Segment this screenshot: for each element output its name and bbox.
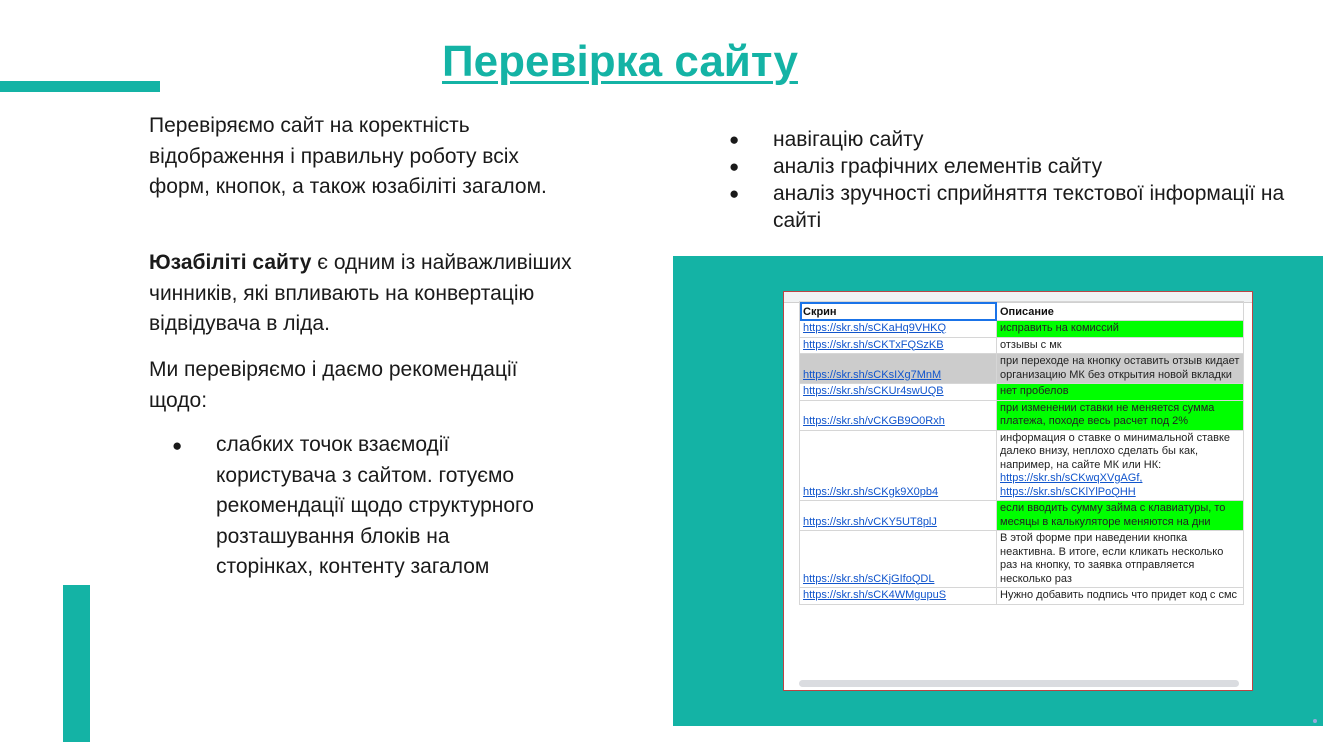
description-text: Нужно добавить подпись что придет код с смс — [1000, 589, 1238, 601]
screen-link-cell[interactable]: https://skr.sh/vCKY5UT8plJ — [800, 501, 997, 531]
description-text: информация о ставке о минимальной ставке далеко внизу, неплохо сделать бы как, например, на сайте МК или НК: — [1000, 431, 1231, 471]
recommend-paragraph: Ми перевіряємо і даємо рекомендації щодо: — [149, 358, 518, 412]
table-row — [800, 430, 1244, 501]
page-title: Перевірка сайту — [442, 37, 798, 86]
list-item — [729, 180, 1299, 234]
bullet-text: слабких точок взаємодії користувача з сайтом. готуємо рекомендації щодо структурного розташування блоків на сторінках, контенту загалом — [216, 433, 534, 578]
left-bullet-list — [172, 430, 552, 583]
description-cell[interactable] — [997, 354, 1244, 384]
screen-link-cell[interactable]: https://skr.sh/vCKGB9O0Rxh — [800, 400, 997, 430]
header-cell-screen[interactable]: Скрин — [800, 302, 997, 321]
bullet-icon: ● — [729, 130, 740, 149]
bullet-icon: ● — [172, 436, 183, 455]
intro-paragraph: Перевіряємо сайт на коректність відображення і правильну роботу всіх форм, кнопок, а також юзабіліті загалом. — [149, 114, 547, 198]
description-cell[interactable] — [997, 430, 1244, 501]
description-cell[interactable] — [997, 588, 1244, 605]
bullet-text: аналіз зручності сприйняття текстової інформації на сайті — [773, 182, 1285, 232]
usability-term: Юзабіліті сайту — [149, 251, 312, 274]
table-row — [800, 354, 1244, 384]
bullet-text: навігацію сайту — [773, 128, 924, 151]
bullet-text: аналіз графічних елементів сайту — [773, 155, 1103, 178]
table-row — [800, 400, 1244, 430]
description-cell[interactable] — [997, 337, 1244, 354]
description-text: отзывы с мк — [1000, 338, 1062, 351]
description-cell[interactable] — [997, 384, 1244, 401]
list-item — [729, 153, 1299, 180]
table-row — [800, 531, 1244, 588]
description-text: если вводить сумму займа с клавиатуры, то месяцы в калькуляторе меняются на дни — [1000, 502, 1226, 528]
spreadsheet-screenshot — [783, 291, 1253, 691]
table-row — [800, 337, 1244, 354]
table-row — [800, 588, 1244, 605]
description-text: исправить на комиссий — [1000, 322, 1119, 334]
description-cell[interactable] — [997, 501, 1244, 531]
usability-text: є одним із найважливіших чинників, які впливають на конвертацію відвідувача в ліда. — [149, 251, 572, 335]
screen-link-cell[interactable]: https://skr.sh/sCKsIXg7MnM — [800, 354, 997, 384]
corner-dot — [1313, 719, 1317, 723]
screen-link-cell[interactable]: https://skr.sh/sCKgk9X0pb4 — [800, 430, 997, 501]
header-row — [800, 302, 1244, 321]
description-text: В этой форме при наведении кнопка неактивна. В итоге, если кликать несколько раз на кнопку, то заявка отправляется несколько раз — [1000, 532, 1224, 585]
list-item — [172, 430, 552, 583]
list-item — [729, 126, 1299, 153]
screen-link-cell[interactable]: https://skr.sh/sCK4WMgupuS — [800, 588, 997, 605]
description-text: при переходе на кнопку оставить отзыв кидает организацию МК без открытия новой вкладки — [1000, 355, 1240, 381]
accent-bar-left — [63, 585, 90, 742]
table-row — [800, 501, 1244, 531]
spreadsheet-table — [799, 301, 1244, 605]
description-cell[interactable] — [997, 400, 1244, 430]
right-bullet-list — [729, 126, 1299, 234]
screen-link-cell[interactable]: https://skr.sh/sCKTxFQSzKB — [800, 337, 997, 354]
usability-paragraph — [149, 248, 579, 340]
description-text: нет пробелов — [1000, 385, 1069, 397]
description-link[interactable]: https://skr.sh/sCKlYlPoQHH — [1000, 485, 1136, 498]
description-cell[interactable] — [997, 531, 1244, 588]
screen-link-cell[interactable]: https://skr.sh/sCKjGIfoQDL — [800, 531, 997, 588]
horizontal-scrollbar[interactable] — [799, 680, 1239, 687]
screen-link-cell[interactable]: https://skr.sh/sCKaHq9VHKQ — [800, 321, 997, 338]
table-row — [800, 321, 1244, 338]
bullet-icon: ● — [729, 157, 740, 176]
screenshot-panel — [673, 256, 1323, 726]
header-cell-description[interactable]: Описание — [997, 302, 1244, 321]
table-row — [800, 384, 1244, 401]
screen-link-cell[interactable]: https://skr.sh/sCKUr4swUQB — [800, 384, 997, 401]
description-link[interactable]: https://skr.sh/sCKwqXVgAGf, — [1000, 472, 1143, 484]
bullet-icon: ● — [729, 184, 740, 203]
description-cell[interactable] — [997, 321, 1244, 338]
description-text: при изменении ставки не меняется сумма платежа, походе весь расчет под 2% — [1000, 401, 1215, 427]
